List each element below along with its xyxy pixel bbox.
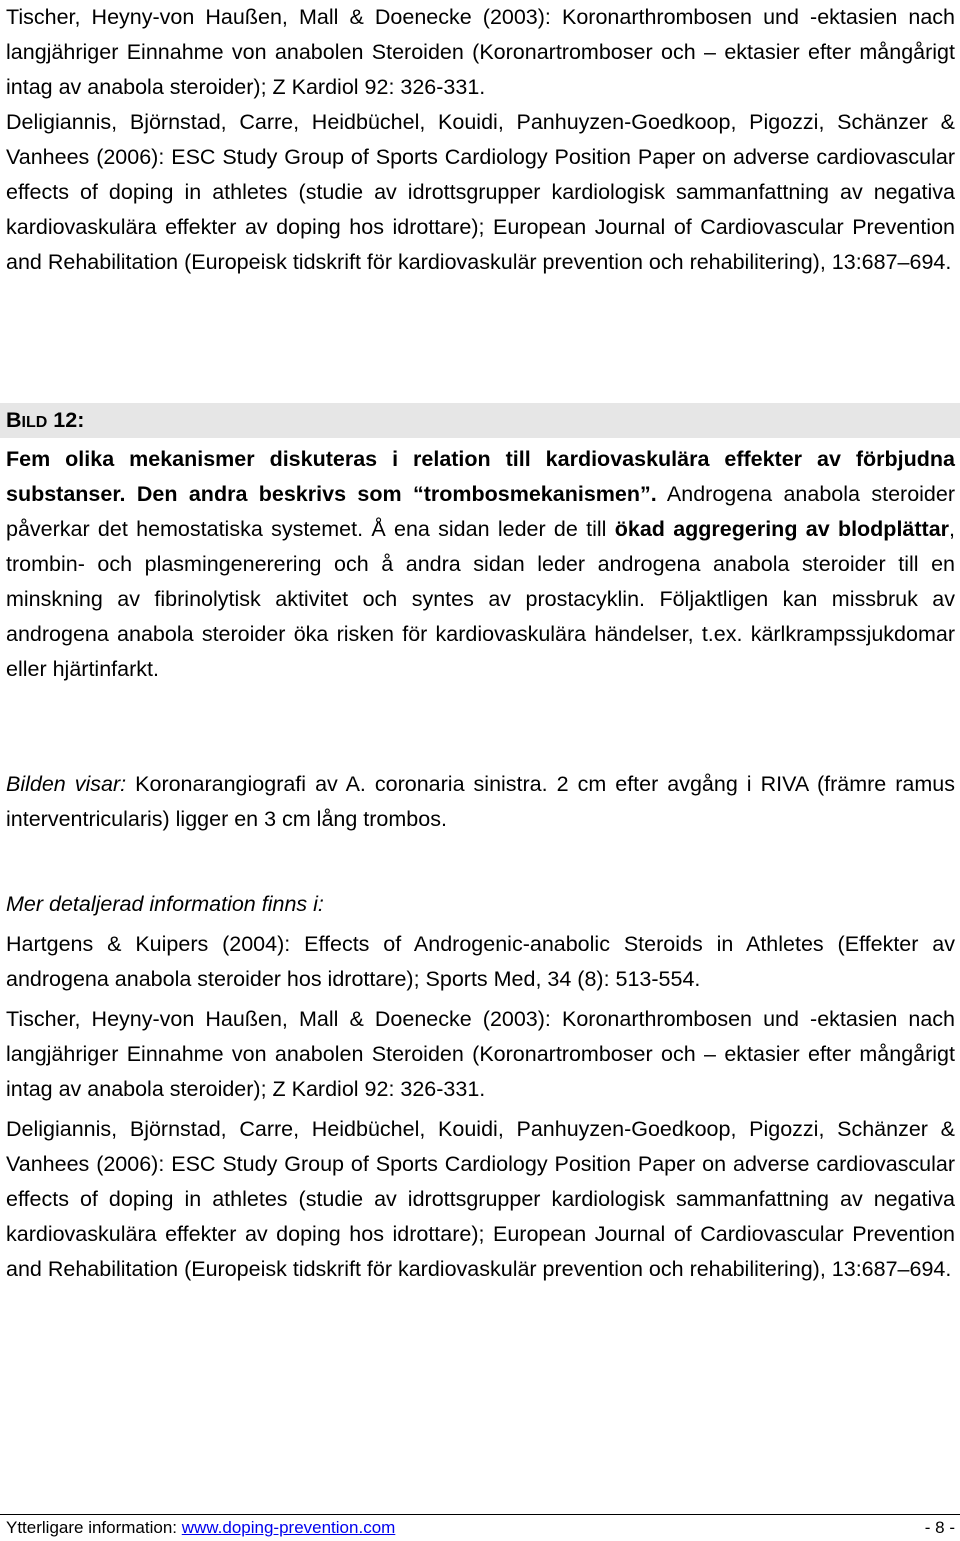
caption-and-references: [6, 767, 955, 1287]
bild-paragraph: [6, 442, 955, 687]
bild-heading-bar: [0, 403, 960, 438]
bild-heading-number: 12:: [47, 408, 85, 432]
bild-description: [6, 442, 955, 687]
bild-intro: Fem olika mekanismer diskuteras i relation till kardiovaskulära effekter av förbjudna substanser. Den andra beskrivs som: [6, 447, 955, 506]
more-info-heading: Mer detaljerad information finns i:: [6, 892, 324, 916]
quote-close: ”.: [639, 482, 657, 506]
bild-heading-initial: B: [6, 408, 22, 432]
footer-label: Ytterligare information:: [6, 1518, 182, 1537]
bild-text-emphasis: ökad aggregering av blodplättar: [614, 517, 950, 541]
footer-divider: [0, 1514, 960, 1515]
page-footer: [6, 1517, 955, 1539]
quote-open: “: [412, 482, 424, 506]
mechanism-term: trombosmekanismen: [423, 482, 640, 506]
bild-heading: [6, 403, 84, 440]
reference-deligiannis-top: Deligiannis, Björnstad, Carre, Heidbüchel, Kouidi, Panhuyzen-Goedkoop, Pigozzi, Schänzer & Vanhees (2006): ESC Study Group of Sports Cardiology Position Paper on adverse cardiovascular effects of doping in athletes (studie av idrottsgrupper kardiologisk sammanfattning av negativa kardiovaskulära effekter av doping hos idrottare); European Journal of Cardiovascular Prevention and Rehabilitation (Europeisk tidskrift för kardiovaskulär prevention och rehabilitering), 13:687–694.: [6, 110, 955, 274]
reference-hartgens: Hartgens & Kuipers (2004): Effects of Androgenic-anabolic Steroids in Athletes (Effekter av androgena anabola steroider hos idrottare); Sports Med, 34 (8): 513-554.: [6, 932, 955, 991]
bild-text-part-2: , trombin- och plasmingenerering och å andra sidan leder androgena anabola steroider till en minskning av fibrinolytisk aktivitet och syntes av prostacyklin. Följaktligen kan missbruk av androgena anabola steroider öka risken för kardiovaskulära händelser, t.ex. kärlkrampssjukdomar eller hjärtinfarkt.: [6, 517, 956, 681]
page-top: [6, 0, 955, 280]
reference-tischer: Tischer, Heyny-von Haußen, Mall & Doenecke (2003): Koronarthrombosen und -ektasien nach langjähriger Einnahme von anabolen Steroiden (Koronartromboser och – ektasier efter mångårigt intag av anabola steroider); Z Kardiol 92: 326-331.: [6, 1007, 955, 1101]
reference-deligiannis: Deligiannis, Björnstad, Carre, Heidbüchel, Kouidi, Panhuyzen-Goedkoop, Pigozzi, Schänzer & Vanhees (2006): ESC Study Group of Sports Cardiology Position Paper on adverse cardiovascular effects of doping in athletes (studie av idrottsgrupper kardiologisk sammanfattning av negativa kardiovaskulära effekter av doping hos idrottare); European Journal of Cardiovascular Prevention and Rehabilitation (Europeisk tidskrift för kardiovaskulär prevention och rehabilitering), 13:687–694.: [6, 1117, 955, 1281]
image-caption: [6, 767, 955, 837]
caption-label: Bilden visar:: [6, 772, 127, 796]
page-number: - 8 -: [924, 1518, 955, 1537]
reference-tischer-top: Tischer, Heyny-von Haußen, Mall & Doenecke (2003): Koronarthrombosen und -ektasien nach langjähriger Einnahme von anabolen Steroiden (Koronartromboser och – ektasier efter mångårigt intag av anabola steroider); Z Kardiol 92: 326-331.: [6, 5, 955, 99]
caption-text: Koronarangiografi av A. coronaria sinistra. 2 cm efter avgång i RIVA (främre ramus interventricularis) ligger en 3 cm lång trombos.: [6, 772, 955, 831]
footer-link[interactable]: www.doping-prevention.com: [181, 1518, 396, 1537]
bild-heading-rest: ILD: [21, 414, 48, 431]
footer-info: [6, 1517, 395, 1539]
bild-text-part-1: Androgena anabola steroider påverkar det hemostatiska systemet. Å ena sidan leder de till: [6, 482, 955, 541]
